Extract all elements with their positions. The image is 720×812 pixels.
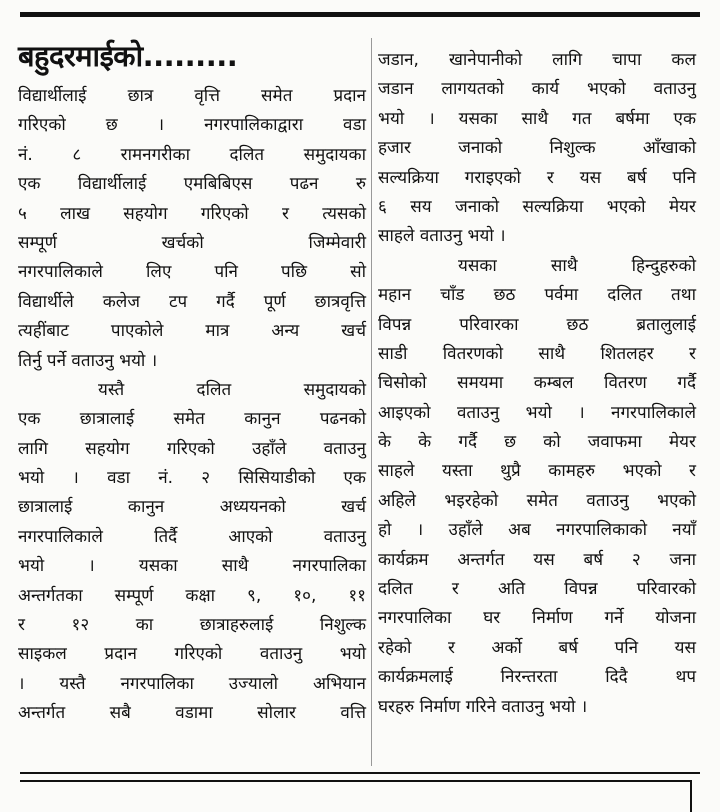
text-line: र १२ का छात्राहरुलाई निशुल्क <box>18 615 366 636</box>
text-line: अहिले भइरहेको समेत वताउनु भएको <box>378 490 696 511</box>
paragraph-start-line: यस्तै दलित समुदायको <box>98 379 366 400</box>
text-line: रहेको र अर्को बर्ष पनि यस <box>378 637 696 658</box>
text-line: छात्रालाई कानुन अध्ययनको खर्च <box>18 497 366 518</box>
text-line: लागि सहयोग गरिएको उहाँले वताउनु <box>18 438 366 459</box>
text-line: ५ लाख सहयोग गरिएको र त्यसको <box>18 203 366 224</box>
headline: बहुदरमाईको......... <box>18 39 238 73</box>
text-line: भयो । यसका साथै नगरपालिका <box>18 556 366 577</box>
text-line: दलित र अति विपन्न परिवारको <box>378 579 696 600</box>
text-line: नगरपालिकाले लिए पनि पछि सो <box>18 262 366 283</box>
text-line: विपन्न परिवारका छठ ब्रतालुलाई <box>378 314 696 335</box>
text-line: साहले यस्ता थुप्रै कामहरु भएको र <box>378 461 696 482</box>
text-line: कार्यक्रम अन्तर्गत यस बर्ष २ जना <box>378 549 696 570</box>
text-line: सल्यक्रिया गराइएको र यस बर्ष पनि <box>378 167 696 188</box>
column-divider <box>371 38 372 766</box>
paragraph-start-line: यसका साथै हिन्दुहरुको <box>458 255 696 276</box>
text-line: घरहरु निर्माण गरिने वताउनु भयो । <box>378 696 588 717</box>
text-line: ६ सय जनाको सल्यक्रिया भएको मेयर <box>378 196 696 217</box>
top-cropped-text <box>40 0 680 6</box>
text-line: हजार जनाको निशुल्क आँखाको <box>378 138 696 159</box>
text-line: नगरपालिका घर निर्माण गर्ने योजना <box>378 608 696 629</box>
text-line: हो । उहाँले अब नगरपालिकाको नयाँ <box>378 520 696 541</box>
text-line: तिर्नु पर्ने वताउनु भयो । <box>18 350 158 371</box>
text-line: साडी वितरणको साथै शितलहर र <box>378 343 696 364</box>
text-line: चिसोको समयमा कम्बल वितरण गर्दै <box>378 373 696 394</box>
text-line: त्यहींबाट पाएकोले मात्र अन्य खर्च <box>18 321 366 342</box>
next-article-box <box>20 780 692 812</box>
text-line: आइएको वताउनु भयो । नगरपालिकाले <box>378 402 696 423</box>
text-line: सम्पूर्ण खर्चको जिम्मेवारी <box>18 232 366 253</box>
text-line: गरिएको छ । नगरपालिकाद्वारा वडा <box>18 115 366 136</box>
bottom-rule <box>20 772 700 774</box>
text-line: नगरपालिकाले तिर्दै आएको वताउनु <box>18 526 366 547</box>
text-line: । यस्तै नगरपालिका उज्यालो अभियान <box>18 673 366 694</box>
text-line: नं. ८ रामनगरीका दलित समुदायका <box>18 144 366 165</box>
text-line: एक विद्यार्थीलाई एमबिबिएस पढन रु <box>18 174 366 195</box>
text-line: साहले वताउनु भयो । <box>378 226 506 247</box>
text-line: भयो । यसका साथै गत बर्षमा एक <box>378 108 696 129</box>
text-line: अन्तर्गतका सम्पूर्ण कक्षा ९, १०, ११ <box>18 585 366 606</box>
text-line: के के गर्दै छ को जवाफमा मेयर <box>378 432 696 453</box>
text-line: जडान, खानेपानीको लागि चापा कल <box>378 50 696 70</box>
text-line: विद्यार्थीले कलेज टप गर्दै पूर्ण छात्रवृत्ति <box>18 291 366 312</box>
right-column <box>378 38 696 722</box>
text-line: अन्तर्गत सबै वडामा सोलार वत्ति <box>18 703 366 724</box>
top-rule <box>20 12 700 17</box>
left-column <box>18 38 366 729</box>
text-line: कार्यक्रमलाई निरन्तरता दिदै थप <box>378 667 696 688</box>
text-line: एक छात्रालाई समेत कानुन पढनको <box>18 409 366 430</box>
text-line: महान चाँड छठ पर्वमा दलित तथा <box>378 285 696 306</box>
text-line: विद्यार्थीलाई छात्र वृत्ति समेत प्रदान <box>18 86 366 106</box>
text-line: जडान लागयतको कार्य भएको वताउनु <box>378 79 696 100</box>
text-line: साइकल प्रदान गरिएको वताउनु भयो <box>18 644 366 665</box>
text-line: भयो । वडा नं. २ सिसियाडीको एक <box>18 468 366 489</box>
